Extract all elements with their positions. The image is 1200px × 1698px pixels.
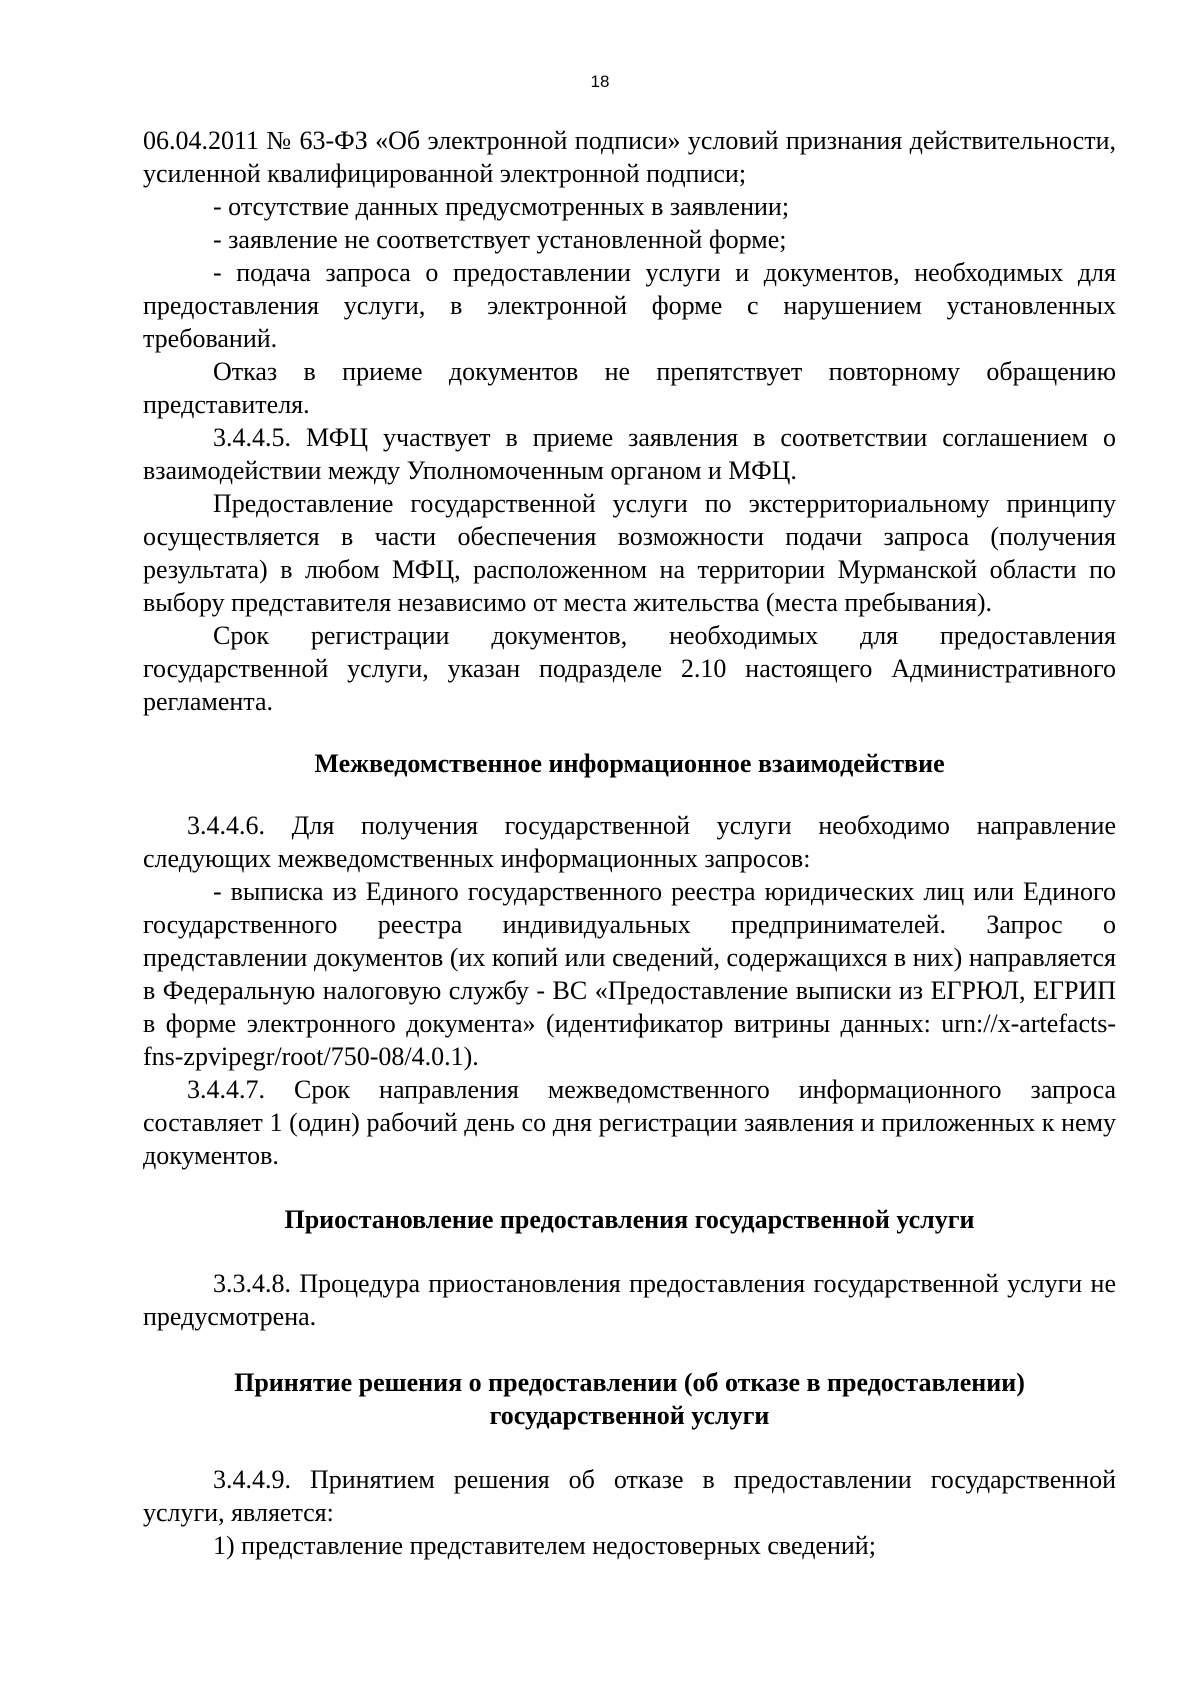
section-heading-line: государственной услуги xyxy=(489,1401,770,1430)
paragraph: 3.3.4.8. Процедура приостановления предоставления государственной услуги не предусмотрена. xyxy=(143,1269,1116,1331)
section-heading xyxy=(143,1366,1116,1432)
paragraph: 06.04.2011 № 63-ФЗ «Об электронной подписи» условий признания действительности, усиленной квалифицированной электронной подписи; xyxy=(143,126,1116,188)
document-body xyxy=(143,124,1116,1562)
section-heading: Межведомственное информационное взаимодействие xyxy=(314,749,945,778)
list-item: - выписка из Единого государственного реестра юридических лиц или Единого государственного реестра индивидуальных предпринимателей. Запрос о представлении документов (их копий или сведений, содержащихся в них) направляется в Федеральную налоговую службу - ВС «Предоставление выписки из ЕГРЮЛ, ЕГРИП в форме электронного документа» (идентификатор витрины данных: urn://x-artefacts-fns-zpvipegr/root/750-08/4.0.1). xyxy=(143,877,1116,1071)
list-item: - заявление не соответствует установленной форме; xyxy=(213,225,787,254)
section-heading-line: Принятие решения о предоставлении (об отказе в предоставлении) xyxy=(234,1368,1025,1397)
paragraph: 3.4.4.7. Срок направления межведомственного информационного запроса составляет 1 (один) рабочий день со дня регистрации заявления и приложенных к нему документов. xyxy=(143,1075,1116,1170)
paragraph: Отказ в приеме документов не препятствует повторному обращению представителя. xyxy=(143,357,1116,419)
list-item: - отсутствие данных предусмотренных в заявлении; xyxy=(213,192,790,221)
paragraph: 3.4.4.9. Принятием решения об отказе в предоставлении государственной услуги, является: xyxy=(143,1465,1116,1527)
paragraph: Предоставление государственной услуги по экстерриториальному принципу осуществляется в части обеспечения возможности подачи запроса (получения результата) в любом МФЦ, расположенном на территории Мурманской области по выбору представителя независимо от места жительства (места пребывания). xyxy=(143,489,1116,617)
list-item: - подача запроса о предоставлении услуги и документов, необходимых для предоставления услуги, в электронной форме с нарушением установленных требований. xyxy=(143,258,1116,353)
paragraph: 3.4.4.5. МФЦ участвует в приеме заявления в соответствии соглашением о взаимодействии между Уполномоченным органом и МФЦ. xyxy=(143,423,1116,485)
section-heading: Приостановление предоставления государственной услуги xyxy=(284,1205,975,1234)
page-number: 18 xyxy=(590,72,610,91)
paragraph: Срок регистрации документов, необходимых для предоставления государственной услуги, указан подразделе 2.10 настоящего Административного регламента. xyxy=(143,621,1116,716)
list-item: 1) представление представителем недостоверных сведений; xyxy=(213,1531,876,1560)
paragraph: 3.4.4.6. Для получения государственной услуги необходимо направление следующих межведомственных информационных запросов: xyxy=(143,811,1116,873)
